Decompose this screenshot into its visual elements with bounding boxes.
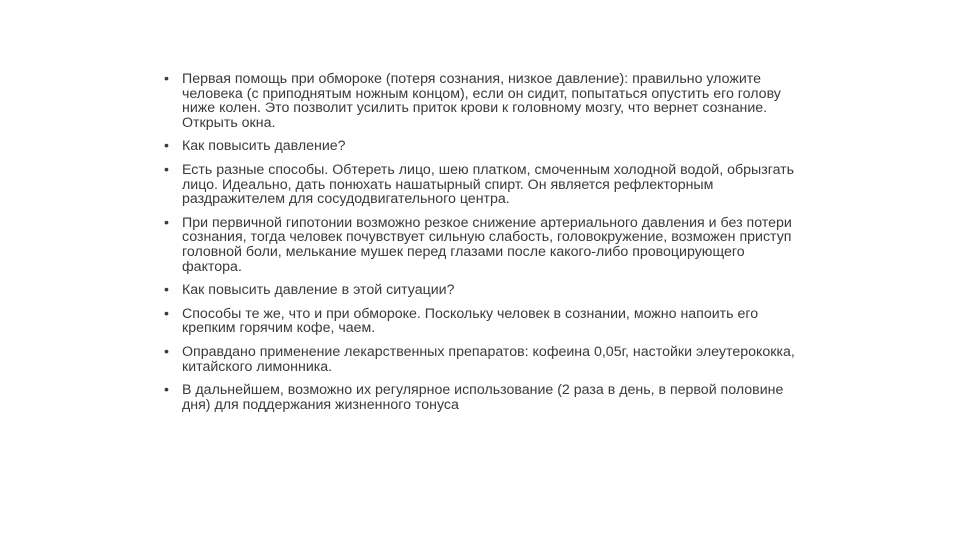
bullet-icon: • xyxy=(164,138,169,155)
bullet-text: При первичной гипотонии возможно резкое снижение артериального давления и без потери сознания, тогда человек почувствует сильную слабость, головокружение, возможен приступ головной боли, мелькание мушек перед глазами после какого-либо провоцирующего фактора. xyxy=(182,214,792,275)
bullet-icon: • xyxy=(164,382,169,399)
bullet-text: Как повысить давление в этой ситуации? xyxy=(182,282,455,299)
bullet-icon: • xyxy=(164,343,169,360)
bullet-icon: • xyxy=(164,305,169,322)
bullet-text: Способы те же, что и при обмороке. Поскольку человек в сознании, можно напоить его крепким горячим кофе, чаем. xyxy=(182,305,759,337)
list-item xyxy=(164,216,804,274)
bullet-text: Есть разные способы. Обтереть лицо, шею платком, смоченным холодной водой, обрызгать лицо. Идеально, дать понюхать нашатырный спирт. Он является рефлекторным раздражителем для сосудодвигательного центра. xyxy=(182,161,795,208)
bullet-icon: • xyxy=(164,161,169,178)
bullet-text: Оправдано применение лекарственных препаратов: кофеина 0,05г, настойки элеутерококка, китайского лимонника. xyxy=(182,343,795,375)
bullet-text: Первая помощь при обмороке (потеря сознания, низкое давление): правильно уложите человека (с приподнятым ножным концом), если он сидит, попытаться опустить его голову ниже колен. Это позволит усилить приток крови к головному мозгу, что вернет сознание. Открыть окна. xyxy=(182,71,781,131)
list-item xyxy=(164,163,804,207)
list-item xyxy=(164,283,804,298)
bullet-text: В дальнейшем, возможно их регулярное использование (2 раза в день, в первой половине дня) для поддержания жизненного тонуса xyxy=(182,382,784,413)
list-item xyxy=(164,72,804,130)
bullet-icon: • xyxy=(164,282,169,299)
list-item xyxy=(164,383,804,412)
list-item xyxy=(164,345,804,374)
bullet-list xyxy=(164,72,804,421)
list-item xyxy=(164,307,804,336)
bullet-icon: • xyxy=(164,71,169,87)
list-item xyxy=(164,139,804,154)
bullet-text: Как повысить давление? xyxy=(182,138,346,155)
bullet-icon: • xyxy=(164,214,169,231)
